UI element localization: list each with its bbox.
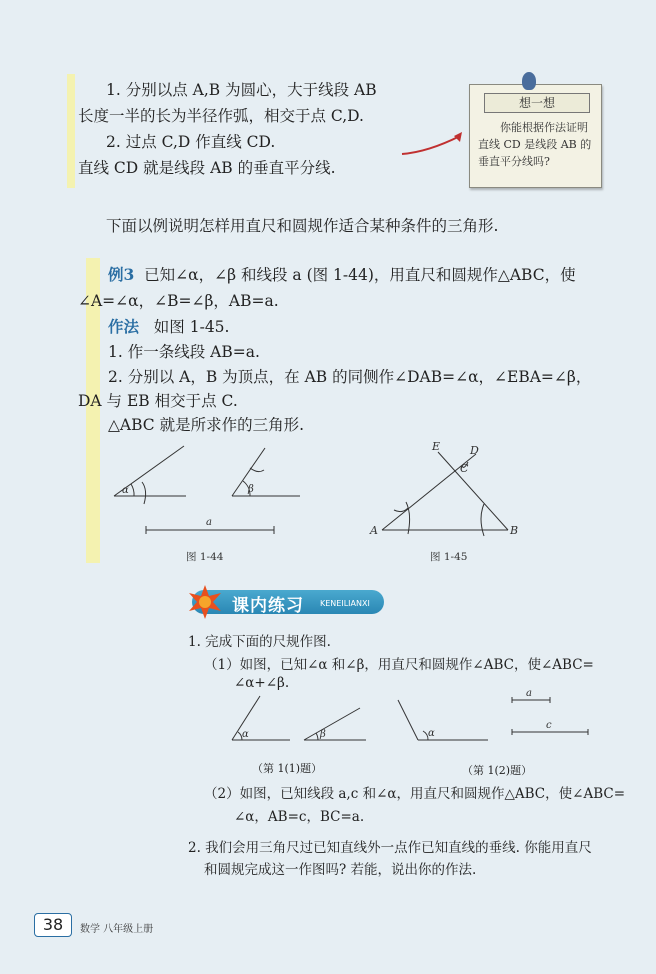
top-line-1: 1. 分别以点 A,B 为圆心，大于线段 AB xyxy=(106,81,377,99)
q1-1a: （1）如图，已知∠α 和∠β，用直尺和圆规作∠ABC，使∠ABC= xyxy=(204,657,594,673)
fig45-C: C xyxy=(460,462,469,475)
q1-2b: ∠α，AB=c，BC=a. xyxy=(234,809,365,825)
note-title: 想一想 xyxy=(484,93,590,113)
example-line1-text: 已知∠α，∠β 和线段 a (图 1-44)，用直尺和圆规作△ABC，使 xyxy=(144,266,576,284)
fig45-D: D xyxy=(470,444,479,457)
q2b: 和圆规完成这一作图吗? 若能，说出你的作法. xyxy=(204,862,477,878)
exercise-title: 课内练习 xyxy=(232,596,304,616)
think-note xyxy=(469,84,602,188)
q1: 1. 完成下面的尺规作图. xyxy=(188,634,331,650)
example-label: 例3 xyxy=(108,265,135,284)
ex-beta: β xyxy=(320,729,326,740)
ex-alpha-1: α xyxy=(242,729,249,740)
step-2a: 2. 分别以 A，B 为顶点，在 AB 的同侧作∠DAB=∠α，∠EBA=∠β， xyxy=(108,368,592,386)
fig45-E: E xyxy=(432,440,441,453)
ex-alpha-2: α xyxy=(428,728,435,739)
q1-2a: （2）如图，已知线段 a,c 和∠α，用直尺和圆规作△ABC，使∠ABC= xyxy=(204,786,626,802)
method-line xyxy=(108,315,229,337)
fig45-B: B xyxy=(510,524,519,537)
fig44-a: a xyxy=(206,517,212,528)
method-label: 作法 xyxy=(108,317,140,336)
arrow-icon xyxy=(398,128,468,160)
caption-1-1: （第 1(1)题） xyxy=(252,762,323,775)
pushpin-icon xyxy=(522,72,536,90)
top-line-3: 2. 过点 C,D 作直线 CD. xyxy=(106,133,276,151)
top-line-2: 长度一半的长为半径作弧，相交于点 C,D. xyxy=(78,107,364,125)
top-line-4: 直线 CD 就是线段 AB 的垂直平分线. xyxy=(78,159,336,177)
exercise-subtitle: KENEILIANXI xyxy=(320,599,370,608)
fig44-beta: β xyxy=(248,484,254,495)
q1-1b: ∠α+∠β. xyxy=(234,675,290,691)
example-line-2: ∠A=∠α，∠B=∠β，AB=a. xyxy=(78,292,279,310)
method-text: 如图 1-45. xyxy=(153,318,230,336)
note-text: 你能根据作法证明直线 CD 是线段 AB 的垂直平分线吗? xyxy=(478,121,592,168)
fig45-A: A xyxy=(370,524,378,537)
fig44-caption: 图 1-44 xyxy=(186,551,224,563)
caption-1-2: （第 1(2)题） xyxy=(462,764,533,777)
figure-1-44 xyxy=(100,438,300,548)
example-line-1 xyxy=(108,263,576,285)
figure-1-45 xyxy=(366,440,526,540)
highlight-bar-top xyxy=(67,74,75,188)
ex-seg-c: c xyxy=(546,720,552,731)
fig44-alpha: α xyxy=(122,485,129,496)
page-number: 38 xyxy=(34,913,72,937)
conclusion: △ABC 就是所求作的三角形. xyxy=(108,416,305,434)
star-burst-icon xyxy=(186,584,224,620)
fig45-caption: 图 1-45 xyxy=(430,551,468,563)
step-1: 1. 作一条线段 AB=a. xyxy=(108,343,260,361)
intro-text: 下面以例说明怎样用直尺和圆规作适合某种条件的三角形. xyxy=(106,217,499,235)
ex-seg-a: a xyxy=(526,688,532,699)
q2a: 2. 我们会用三角尺过已知直线外一点作已知直线的垂线. 你能用直尺 xyxy=(188,840,592,856)
step-2b: DA 与 EB 相交于点 C. xyxy=(78,392,238,410)
footer-book-title: 数学 八年级上册 xyxy=(80,924,154,935)
exercise-figures xyxy=(220,688,600,750)
